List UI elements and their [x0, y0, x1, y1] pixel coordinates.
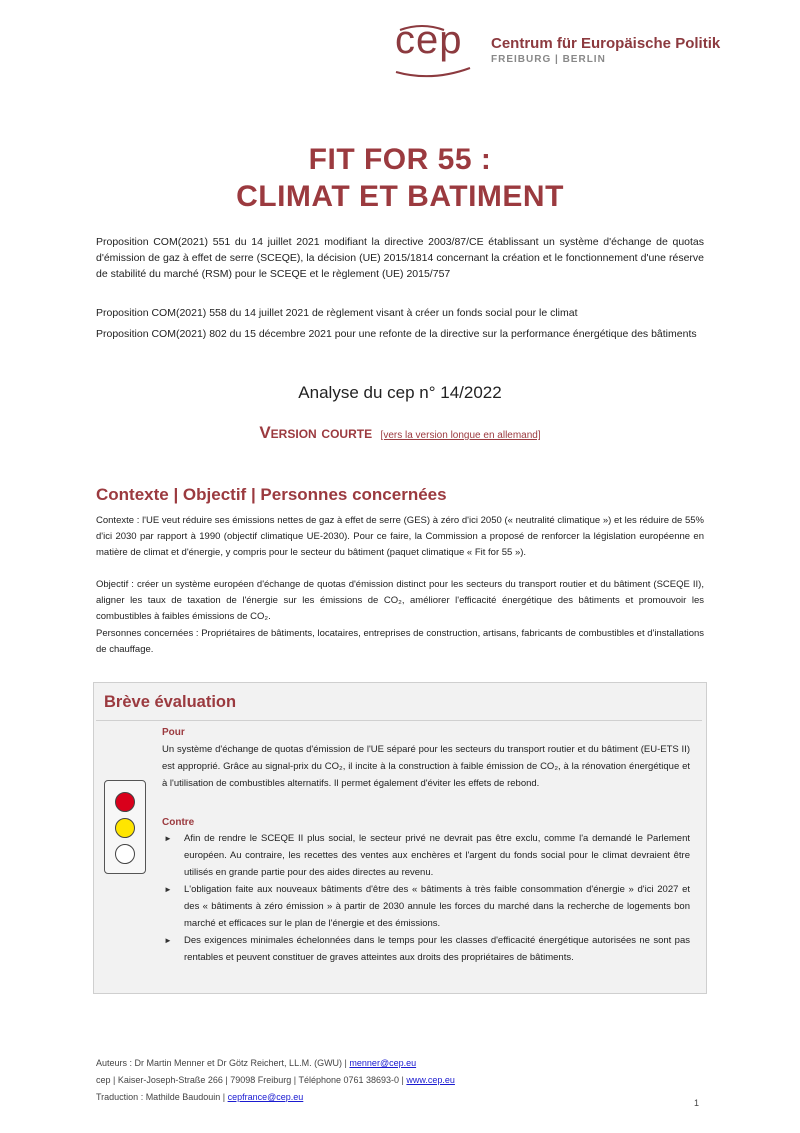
org-name: Centrum für Europäische Politik — [491, 35, 721, 52]
triangle-bullet-icon: ► — [164, 834, 172, 843]
footer-address: cep | Kaiser-Joseph-Straße 266 | 79098 Freiburg | Téléphone 0761 38693-0 | www.cep.eu — [96, 1075, 455, 1085]
contre-list — [162, 830, 690, 966]
website-link[interactable]: www.cep.eu — [406, 1075, 455, 1085]
context-heading: Contexte | Objectif | Personnes concernées — [96, 485, 447, 504]
version-label: Version courte — [259, 423, 373, 442]
analysis-number: Analyse du cep n° 14/2022 — [298, 383, 502, 402]
evaluation-heading: Brève évaluation — [104, 693, 237, 711]
org-location: FREIBURG | BERLIN — [491, 54, 606, 65]
footer-translation: Traduction : Mathilde Baudouin | cepfrance@cep.eu — [96, 1092, 304, 1102]
triangle-bullet-icon: ► — [164, 885, 172, 894]
list-item: ► L'obligation faite aux nouveaux bâtiments d'être des « bâtiments à très faible consommation d'énergie » d'ici 2027 et des « bâtiments à zéro émission » à partir de 2030 annule les forces du marché dans la recherche de logements bon marché et efficaces sur le plan de l'énergie et des émissions. — [162, 881, 690, 932]
affected-label: Personnes concernées : — [96, 628, 199, 639]
yellow-light-icon — [115, 818, 135, 838]
triangle-bullet-icon: ► — [164, 936, 172, 945]
proposal-1: Proposition COM(2021) 551 du 14 juillet 2021 modifiant la directive 2003/87/CE établissant un système d'échange de quotas d'émission de gaz à effet de serre (SCEQE), la décision (UE) 2015/1814 concernant la création et le fonctionnement d'une réserve de stabilité du marché (RSM) pour le SCEQE et le règlement (UE) 2015/757 — [96, 236, 704, 280]
red-light-icon — [115, 792, 135, 812]
cep-logo: cep — [395, 18, 463, 62]
objective-text: créer un système européen d'échange de quotas d'émission distinct pour les secteurs du transport routier et du bâtiment (SCEQE II), aligner les taux de taxation de l'énergie sur les émissions de CO₂, améliorer l'efficacité énergétique des bâtiments et promouvoir les combustibles à faibles émissions de CO₂. — [96, 579, 704, 622]
contre-heading: Contre — [162, 817, 195, 828]
footer-authors: Auteurs : Dr Martin Menner et Dr Götz Reichert, LL.M. (GWU) | menner@cep.eu — [96, 1058, 417, 1068]
objective-paragraph — [96, 577, 704, 625]
long-version-link[interactable]: [vers la version longue en allemand] — [380, 430, 541, 441]
list-item: ► Afin de rendre le SCEQE II plus social, le secteur privé ne devrait pas être exclu, comme l'a demandé le Parlement européen. Au contraire, les recettes des ventes aux enchères et l'argent du fonds social pour le climat devraient être utilisés en grande partie pour des aides directes au revenu. — [162, 830, 690, 881]
objective-label: Objectif : — [96, 579, 134, 590]
document-title-line2: CLIMAT ET BATIMENT — [236, 180, 564, 213]
evaluation-divider — [96, 720, 702, 721]
proposal-3: Proposition COM(2021) 802 du 15 décembre 2021 pour une refonte de la directive sur la performance énergétique des bâtiments — [96, 328, 697, 340]
white-light-icon — [115, 844, 135, 864]
pour-heading: Pour — [162, 727, 185, 738]
affected-paragraph — [96, 626, 704, 658]
context-label: Contexte : — [96, 515, 140, 526]
list-item: ► Des exigences minimales échelonnées dans le temps pour les classes d'efficacité énergétique autorisées ne sont pas rentables et peuvent constituer de graves atteintes aux droits des propriétaires de bâtiments. — [162, 932, 690, 966]
affected-text: Propriétaires de bâtiments, locataires, entreprises de construction, artisans, fabricants de combustibles et d'installations de chauffage. — [96, 628, 705, 655]
context-paragraph — [96, 513, 704, 561]
traffic-light-icon — [104, 780, 146, 874]
proposal-2: Proposition COM(2021) 558 du 14 juillet 2021 de règlement visant à créer un fonds social pour le climat — [96, 307, 578, 319]
version-line — [0, 423, 800, 443]
translation-email-link[interactable]: cepfrance@cep.eu — [227, 1092, 304, 1102]
page-number: 1 — [694, 1098, 700, 1108]
context-text: l'UE veut réduire ses émissions nettes de gaz à effet de serre (GES) à zéro d'ici 2050 (« neutralité climatique ») et les réduire de 55% d'ici 2030 par rapport à 1990 (objectif climatique UE-2030). Pour ce faire, la Commission a proposé de renforcer la législation européenne en matière de climat et d'énergie, y compris pour le secteur du bâtiment (paquet climatique « Fit for 55 »). — [96, 515, 704, 558]
authors-email-link[interactable]: menner@cep.eu — [349, 1058, 417, 1068]
pour-text: Un système d'échange de quotas d'émission de l'UE séparé pour les secteurs du transport routier et du bâtiment (EU-ETS II) est approprié. Grâce au signal-prix du CO₂, il incite à la construction à faible émission de CO₂, à la rénovation énergétique et à l'utilisation de combustibles alternatifs. Il permet également d'éviter les effets de rebond. — [162, 744, 690, 789]
document-title-line1: FIT FOR 55 : — [308, 143, 492, 176]
